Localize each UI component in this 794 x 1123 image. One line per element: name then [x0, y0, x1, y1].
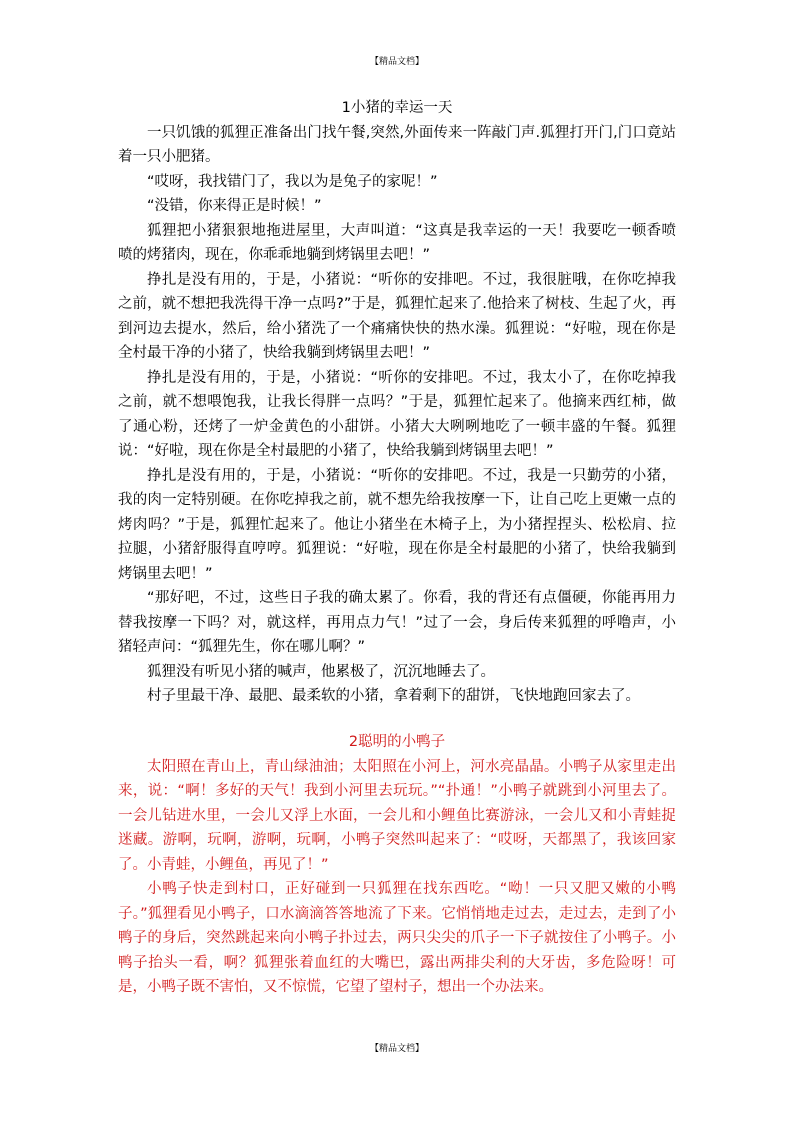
story-2 [118, 730, 676, 1000]
story-2-paragraph: 小鸭子快走到村口，正好碰到一只狐狸在找东西吃。“呦！一只又肥又嫩的小鸭子。”狐狸看见小鸭子，口水滴滴答答地流了下来。它悄悄地走过去，走过去，走到了小鸭子的身后，突然跳起来向小鸭子扑过去，两只尖尖的爪子一下子就按住了小鸭子。小鸭子抬头一看，啊？狐狸张着血红的大嘴巴，露出两排尖利的大牙齿，多危险呀！可是，小鸭子既不害怕，又不惊慌，它望了望村子，想出一个办法来。 [118, 881, 676, 995]
story-1-paragraph: “哎呀，我找错门了，我以为是兔子的家呢！” [147, 173, 438, 190]
footer-mark: 【精品文档】 [369, 1044, 424, 1054]
story-2-paragraph: 太阳照在青山上，青山绿油油；太阳照在小河上，河水亮晶晶。小鸭子从家里走出来，说：“啊！多好的天气！我到小河里去玩玩。”“扑通！”小鸭子就跳到小河里去了。一会儿钻进水里，一会儿又浮上水面，一会儿和小鲤鱼比赛游泳，一会儿又和小青蛙捉迷藏。游啊，玩啊，游啊，玩啊，小鸭子突然叫起来了：“哎呀，天都黑了，我该回家了。小青蛙，小鲤鱼，再见了！” [118, 758, 676, 873]
story-1-paragraph: “没错，你来得正是时候！” [147, 198, 322, 214]
story-1-paragraph: “那好吧，不过，这些日子我的确太累了。你看，我的背还有点僵硬，你能再用力替我按摩一下吗？对，就这样，再用点力气！”过了一会，身后传来狐狸的呼噜声，小猪轻声问：“狐狸先生，你在哪儿啊？” [118, 590, 676, 655]
story-1-paragraph: 挣扎是没有用的，于是，小猪说：“听你的安排吧。不过，我是一只勤劳的小猪，我的肉一定特别硬。在你吃掉我之前，就不想先给我按摩一下，让自己吃上更嫩一点的烤肉吗？”于是，狐狸忙起来了。他让小猪坐在木椅子上，为小猪捏捏头、松松肩、拉拉腿，小猪舒服得直哼哼。狐狸说：“好啦，现在你是全村最肥的小猪了，快给我躺到烤锅里去吧！” [118, 467, 676, 582]
story-1-title: 1小猪的幸运一天 [341, 100, 453, 116]
story-1-paragraph: 狐狸把小猪狠狠地拖进屋里，大声叫道：“这真是我幸运的一天！我要吃一顿香喷喷的烤猪肉，现在，你乖乖地躺到烤锅里去吧！” [118, 222, 676, 263]
story-1-paragraph: 狐狸没有听见小猪的喊声，他累极了，沉沉地睡去了。 [147, 663, 495, 680]
header-mark: 【精品文档】 [369, 57, 424, 67]
story-1-paragraph: 挣扎是没有用的，于是，小猪说：“听你的安排吧。不过，我太小了，在你吃掉我之前，就不想喂饱我，让我长得胖一点吗？”于是，狐狸忙起来了。他摘来西红柿，做了通心粉，还烤了一炉金黄色的小甜饼。小猪大大咧咧地吃了一顿丰盛的午餐。狐狸说：“好啦，现在你是全村最肥的小猪了，快给我躺到烤锅里去吧！” [118, 369, 676, 459]
story-1-paragraph: 挣扎是没有用的，于是，小猪说：“听你的安排吧。不过，我很脏哦，在你吃掉我之前，就不想把我洗得干净一点吗?”于是，狐狸忙起来了.他拾来了树枝、生起了火，再到河边去提水，然后，给小猪洗了一个痛痛快快的热水澡。狐狸说：“好啦，现在你是全村最干净的小猪了，快给我躺到烤锅里去吧！” [118, 271, 676, 361]
story-1-paragraph: 村子里最干净、最肥、最柔软的小猪，拿着剩下的甜饼，飞快地跑回家去了。 [147, 688, 640, 704]
story-2-title: 2聪明的小鸭子 [348, 734, 446, 750]
story-1 [118, 96, 676, 709]
story-1-paragraph: 一只饥饿的狐狸正准备出门找午餐,突然,外面传来一阵敲门声.狐狸打开门,门口竟站着一只小肥猪。 [118, 124, 676, 165]
